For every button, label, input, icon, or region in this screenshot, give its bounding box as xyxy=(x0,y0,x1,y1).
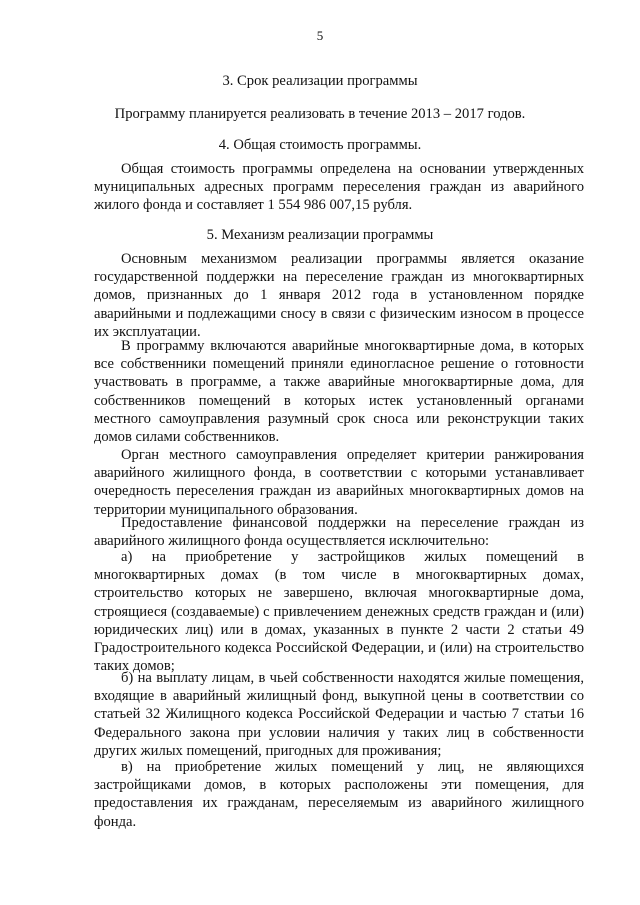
list-item-b: б) на выплату лицам, в чьей собственности находятся жилые помещения, входящие в аварийный жилищный фонд, выкупной цены в соответствии со статьей 32 Жилищного кодекса Российской Федерации и частью 7 статьи 16 Федерального закона при условии наличия у таких лиц в собственности других жилых помещений, пригодных для проживания; xyxy=(94,670,584,759)
section-5-paragraph: Орган местного самоуправления определяет критерии ранжирования аварийного жилищного фонда, в соответствии с которыми устанавливает очередность переселения граждан из аварийных многоквартирных домов на территории муниципального образования. xyxy=(94,447,584,518)
section-4-text: Общая стоимость программы определена на основании утвержденных муниципальных адресных программ переселения граждан из аварийного жилого фонда и составляет 1 554 986 007,15 рубля. xyxy=(94,161,584,214)
list-item-v: в) на приобретение жилых помещений у лиц, не являющихся застройщиками домов, в которых расположены эти помещения, для предоставления их гражданам, переселяемым из аварийного жилищного фонда. xyxy=(94,759,584,830)
section-5-heading: 5. Механизм реализации программы xyxy=(206,227,434,243)
section-3-text: Программу планируется реализовать в течение 2013 – 2017 годов. xyxy=(114,106,526,122)
page-number: 5 xyxy=(316,28,324,43)
section-4-heading: 4. Общая стоимость программы. xyxy=(218,137,422,153)
section-5-paragraph: В программу включаются аварийные многоквартирные дома, в которых все собственники помещений приняли единогласное решение о готовности участвовать в программе, а также аварийные многоквартирные дома, для собственников помещений в которых истек установленный органами местного самоуправления разумный срок сноса или реконструкции таких домов силами собственников. xyxy=(94,338,584,446)
section-5-paragraph: Предоставление финансовой поддержки на переселение граждан из аварийного жилищного фонда осуществляется исключительно: xyxy=(94,515,584,550)
section-3-heading: 3. Срок реализации программы xyxy=(222,73,418,89)
section-5-paragraph: Основным механизмом реализации программы является оказание государственной поддержки на переселение граждан из многоквартирных домов, признанных до 1 января 2012 года в установленном порядке аварийными и подлежащими сносу в связи с физическим износом в процессе их эксплуатации. xyxy=(94,251,584,340)
list-item-a: а) на приобретение у застройщиков жилых помещений в многоквартирных домах (в том числе в многоквартирных домах, строительство которых не завершено, включая многоквартирные дома, строящиеся (создаваемые) с привлечением денежных средств граждан и (или) юридических лиц) или в домах, указанных в пункте 2 части 2 статьи 49 Градостроительного кодекса Российской Федерации, и (или) на строительство таких домов; xyxy=(94,549,584,675)
